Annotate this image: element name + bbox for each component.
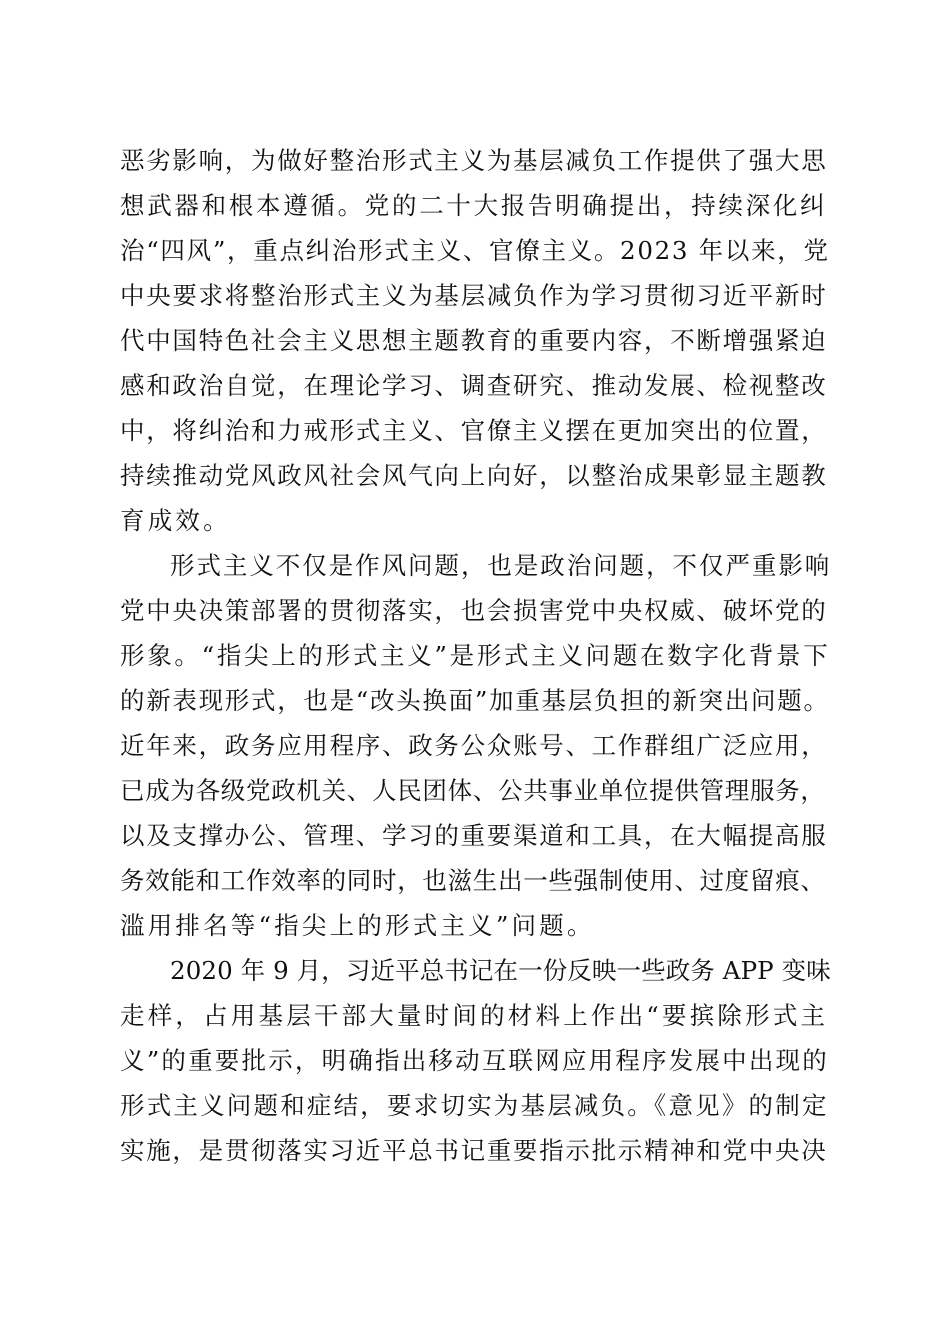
text-line: 想武器和根本遵循。党的二十大报告明确提出，持续深化纠 <box>120 191 828 220</box>
text-line: 以及支撑办公、管理、学习的重要渠道和工具，在大幅提高服 <box>120 821 828 850</box>
text-line: 形象。“指尖上的形式主义”是形式主义问题在数字化背景下 <box>120 641 831 670</box>
text-line: 党中央决策部署的贯彻落实，也会损害党中央权威、破坏党的 <box>120 596 828 625</box>
text-line: 代中国特色社会主义思想主题教育的重要内容，不断增强紧迫 <box>120 326 828 355</box>
text-line: 恶劣影响，为做好整治形式主义为基层减负工作提供了强大思 <box>120 146 828 175</box>
text-line: 滥用排名等“指尖上的形式主义”问题。 <box>120 911 595 940</box>
text-line: 务效能和工作效率的同时，也滋生出一些强制使用、过度留痕、 <box>120 866 826 895</box>
text-line: 形式主义问题和症结，要求切实为基层减负。《意见》的制定 <box>120 1091 829 1120</box>
text-line: 已成为各级党政机关、人民团体、公共事业单位提供管理服务， <box>120 776 826 805</box>
text-line: 中，将纠治和力戒形式主义、官僚主义摆在更加突出的位置， <box>120 416 828 445</box>
text-line-indented: 形式主义不仅是作风问题，也是政治问题，不仅严重影响 <box>170 551 832 580</box>
text-line: 近年来，政务应用程序、政务公众账号、工作群组广泛应用， <box>120 731 828 760</box>
text-line-indented: 2020 年 9 月，习近平总书记在一份反映一些政务 APP 变味 <box>170 956 831 985</box>
text-line: 中央要求将整治形式主义为基层减负作为学习贯彻习近平新时 <box>120 281 828 310</box>
text-line: 的新表现形式，也是“改头换面”加重基层负担的新突出问题。 <box>120 686 830 715</box>
text-line: 义”的重要批示，明确指出移动互联网应用程序发展中出现的 <box>120 1046 829 1075</box>
text-line: 持续推动党风政风社会风气向上向好，以整治成果彰显主题教 <box>120 461 828 490</box>
text-line: 实施，是贯彻落实习近平总书记重要指示批示精神和党中央决 <box>120 1136 828 1165</box>
text-line: 治“四风”，重点纠治形式主义、官僚主义。2023 年以来，党 <box>120 236 830 265</box>
text-line: 走样，占用基层干部大量时间的材料上作出“要摈除形式主 <box>120 1001 829 1030</box>
text-line: 感和政治自觉，在理论学习、调查研究、推动发展、检视整改 <box>120 371 828 400</box>
text-line: 育成效。 <box>120 506 231 535</box>
